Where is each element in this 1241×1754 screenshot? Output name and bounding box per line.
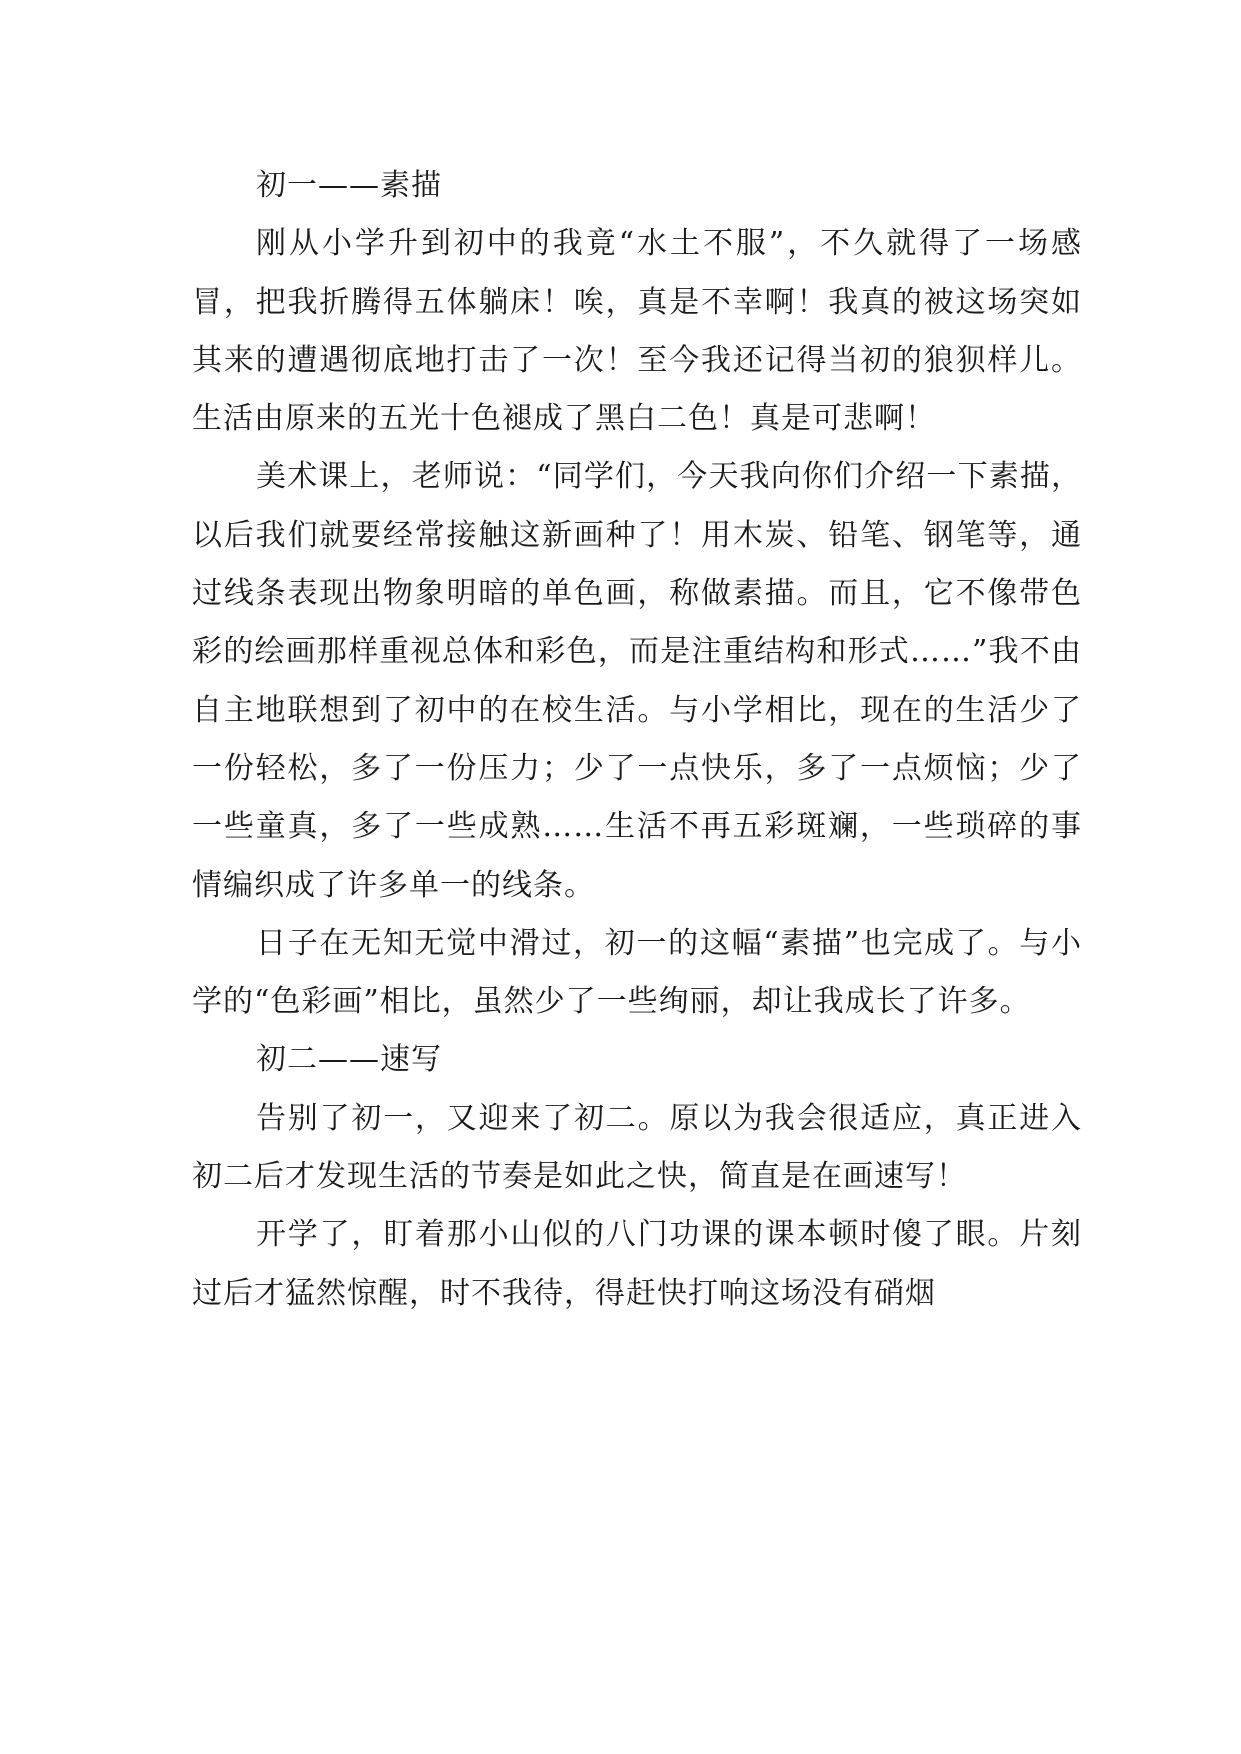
section-heading-grade-two: 初二——速写 bbox=[256, 1042, 442, 1078]
paragraph: 刚从小学升到初中的我竟“水土不服”，不久就得了一场感冒，把我折腾得五体躺床！唉，真是不幸啊！我真的被这场突如其来的遭遇彻底地打击了一次！至今我还记得当初的狼狈样儿。生活由原来的五光十色褪成了黑白二色！真是可悲啊！ bbox=[192, 226, 1082, 437]
paragraph: 告别了初一，又迎来了初二。原以为我会很适应，真正进入初二后才发现生活的节奏是如此之快，简直是在画速写！ bbox=[192, 1100, 1082, 1195]
section-heading-grade-one: 初一——素描 bbox=[256, 168, 442, 203]
document-body bbox=[192, 157, 1082, 1323]
paragraph: 开学了，盯着那小山似的八门功课的课本顿时傻了眼。片刻过后才猛然惊醒，时不我待，得赶快打响这场没有硝烟 bbox=[192, 1217, 1082, 1311]
paragraph: 日子在无知无觉中滑过，初一的这幅“素描”也完成了。与小学的“色彩画”相比，虽然少了一些绚丽，却让我成长了许多。 bbox=[192, 925, 1082, 1020]
paragraph: 美术课上，老师说：“同学们，今天我向你们介绍一下素描，以后我们就要经常接触这新画种了！用木炭、铅笔、钢笔等，通过线条表现出物象明暗的单色画，称做素描。而且，它不像带色彩的绘画那样重视总体和彩色，而是注重结构和形式……”我不由自主地联想到了初中的在校生活。与小学相比，现在的生活少了一份轻松，多了一份压力；少了一点快乐，多了一点烦恼；少了一些童真，多了一些成熟……生活不再五彩斑斓，一些琐碎的事情编织成了许多单一的线条。 bbox=[192, 459, 1082, 903]
